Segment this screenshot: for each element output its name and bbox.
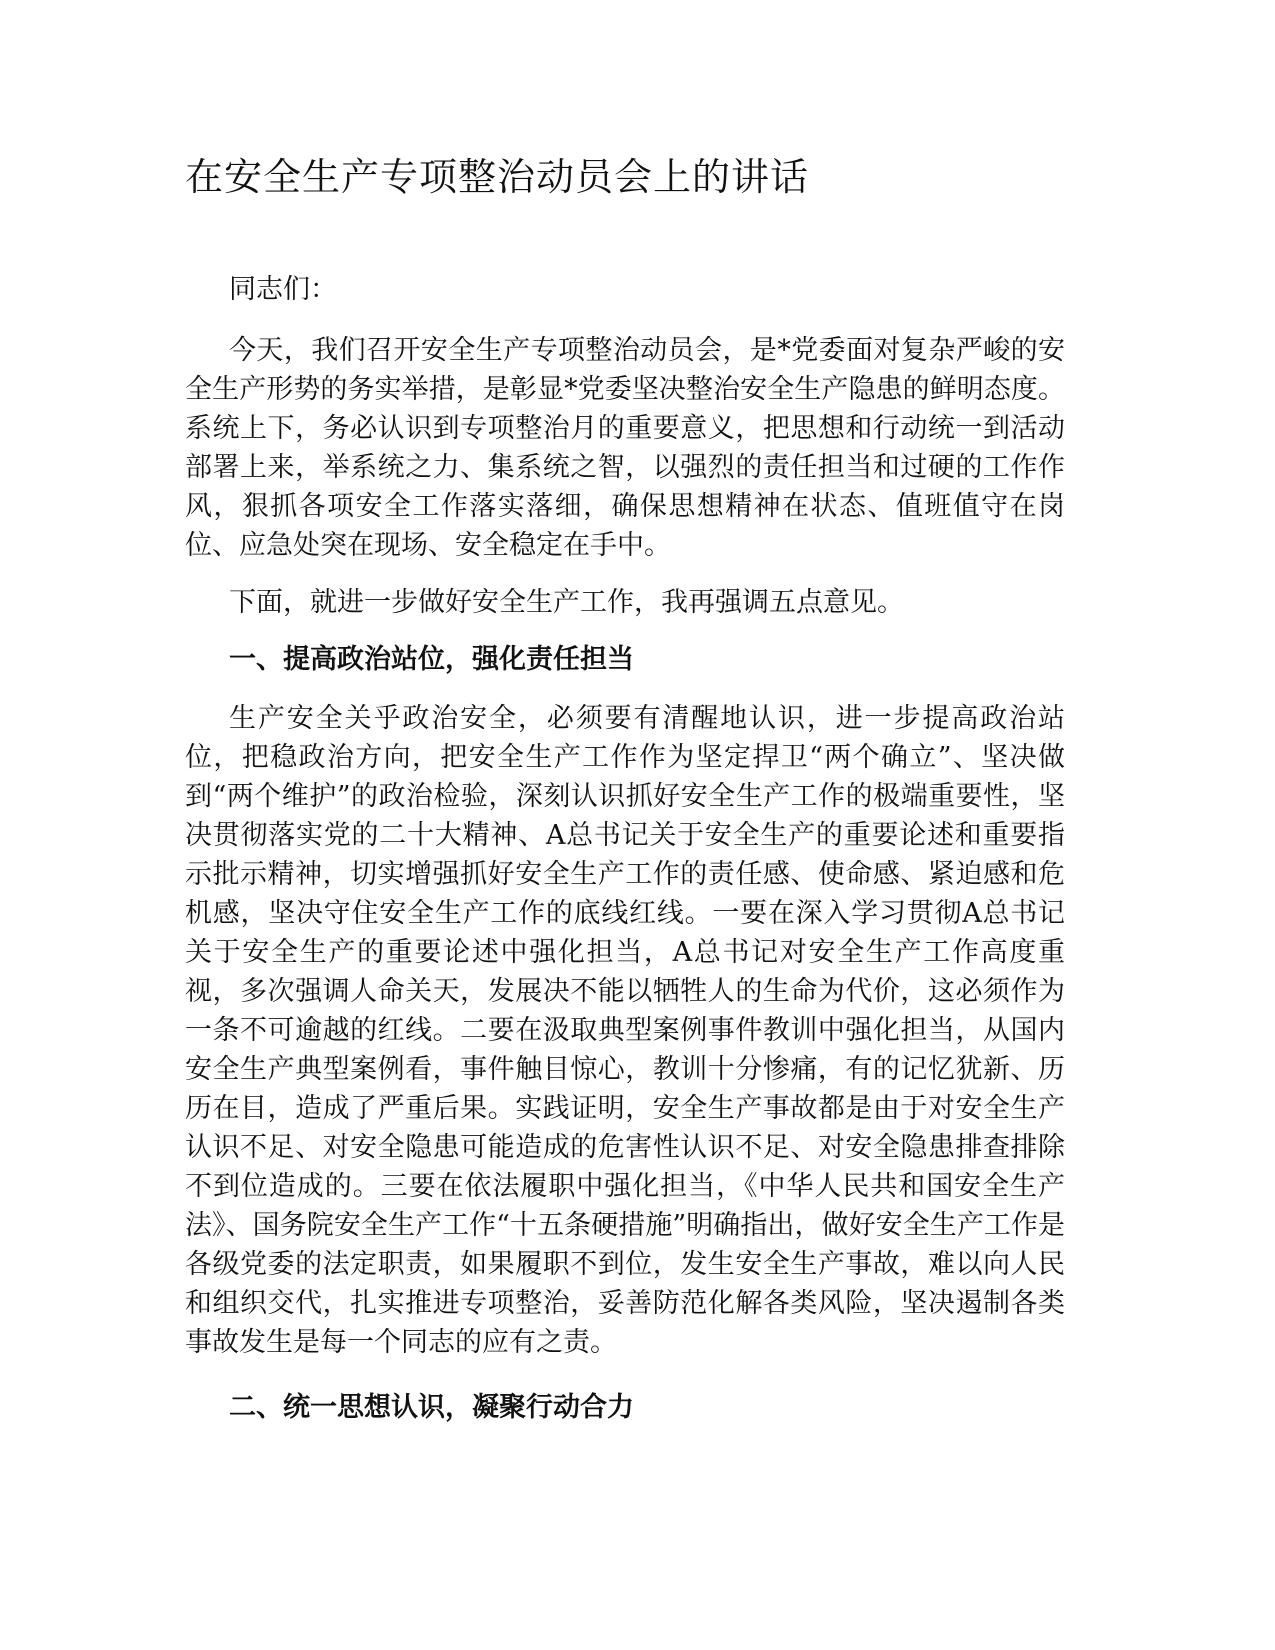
greeting-paragraph: 同志们： [229, 274, 337, 305]
section-heading-2: 二、统一思想认识，凝聚行动合力 [229, 1392, 634, 1423]
section-heading-1: 一、提高政治站位，强化责任担当 [229, 644, 634, 675]
transition-paragraph: 下面，就进一步做好安全生产工作，我再强调五点意见。 [229, 587, 904, 618]
document-title: 在安全生产专项整治动员会上的讲话 [185, 155, 810, 199]
section-1-paragraph: 生产安全关乎政治安全，必须要有清醒地认识，进一步提高政治站位，把稳政治方向，把安全生产工作作为坚定捍卫“两个确立”、坚决做到“两个维护”的政治检验，深刻认识抓好安全生产工作的极端重要性，坚决贯彻落实党的二十大精神、A总书记关于安全生产的重要论述和重要指示批示精神，切实增强抓好安全生产工作的责任感、使命感、紧迫感和危机感，坚决守住安全生产工作的底线红线。一要在深入学习贯彻A总书记关于安全生产的重要论述中强化担当，A总书记对安全生产工作高度重视，多次强调人命关天，发展决不能以牺牲人的生命为代价，这必须作为一条不可逾越的红线。二要在汲取典型案例事件教训中强化担当，从国内安全生产典型案例看，事件触目惊心，教训十分惨痛，有的记忆犹新、历历在目，造成了严重后果。实践证明，安全生产事故都是由于对安全生产认识不足、对安全隐患可能造成的危害性认识不足、对安全隐患排查排除不到位造成的。三要在依法履职中强化担当，《中华人民共和国安全生产法》、国务院安全生产工作“十五条硬措施”明确指出，做好安全生产工作是各级党委的法定职责，如果履职不到位，发生安全生产事故，难以向人民和组织交代，扎实推进专项整治，妥善防范化解各类风险，坚决遏制各类事故发生是每一个同志的应有之责。 [185, 703, 1065, 1358]
intro-paragraph: 今天，我们召开安全生产专项整治动员会，是*党委面对复杂严峻的安全生产形势的务实举措，是彰显*党委坚决整治安全生产隐患的鲜明态度。系统上下，务必认识到专项整治月的重要意义，把思想和行动统一到活动部署上来，举系统之力、集系统之智，以强烈的责任担当和过硬的工作作风，狠抓各项安全工作落实落细，确保思想精神在状态、值班值守在岗位、应急处突在现场、安全稳定在手中。 [185, 335, 1065, 561]
document-body [185, 270, 1065, 1447]
